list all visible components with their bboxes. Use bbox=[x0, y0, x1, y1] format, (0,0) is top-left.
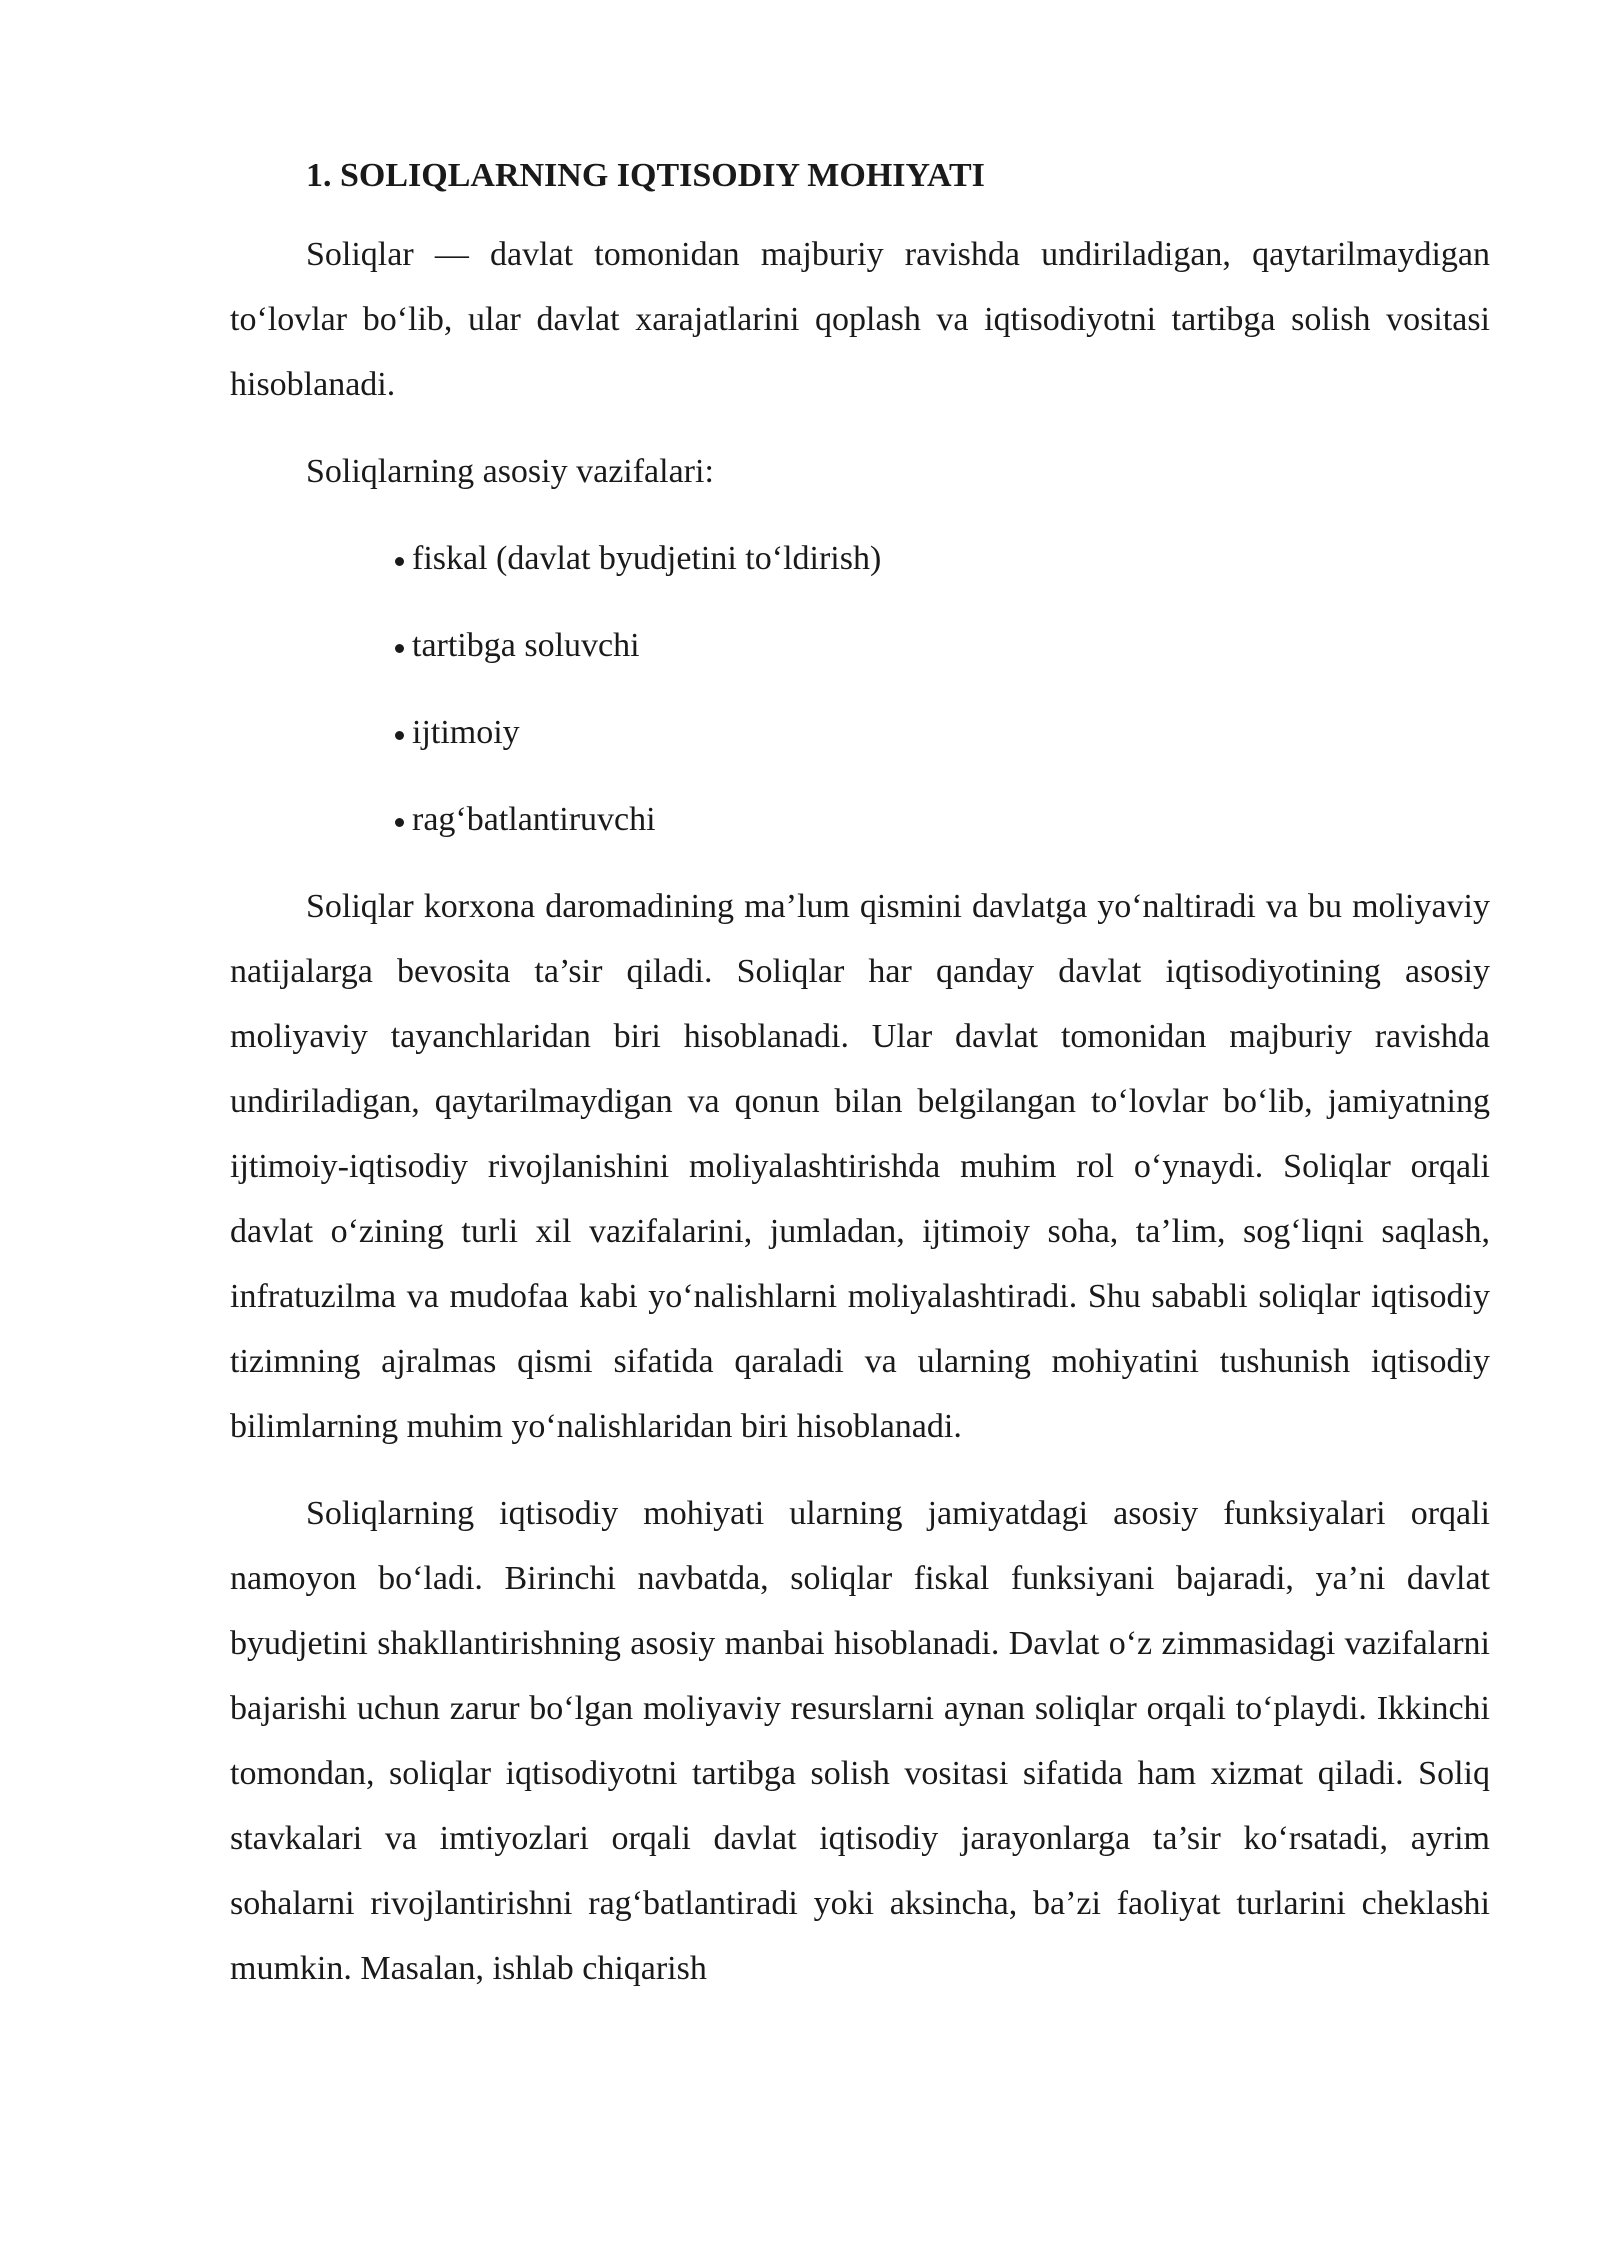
body-paragraph-1: Soliqlar korxona daromadining ma’lum qismini davlatga yo‘naltiradi va bu moliyaviy natijalarga bevosita ta’sir qiladi. Soliqlar har qanday davlat iqtisodiyotining asosiy moliyaviy tayanchlaridan biri hisoblanadi. Ular davlat tomonidan majburiy ravishda undiriladigan, qaytarilmaydigan va qonun bilan belgilangan to‘lovlar bo‘lib, jamiyatning ijtimoiy-iqtisodiy rivojlanishini moliyalashtirishda muhim rol o‘ynaydi. Soliqlar orqali davlat o‘zining turli xil vazifalarini, jumladan, ijtimoiy soha, ta’lim, sog‘liqni saqlash, infratuzilma va mudofaa kabi yo‘nalishlarni moliyalashtiradi. Shu sababli soliqlar iqtisodiy tizimning ajralmas qismi sifatida qaraladi va ularning mohiyatini tushunish iqtisodiy bilimlarning muhim yo‘nalishlaridan biri hisoblanadi. bbox=[230, 888, 1490, 1445]
list-item-text: tartibga soluvchi bbox=[412, 627, 640, 664]
list-item-text: rag‘batlantiruvchi bbox=[412, 801, 656, 838]
list-item bbox=[395, 700, 1490, 765]
body-paragraph-2: Soliqlarning iqtisodiy mohiyati ularning jamiyatdagi asosiy funksiyalari orqali namoyon bo‘ladi. Birinchi navbatda, soliqlar fiskal funksiyani bajaradi, ya’ni davlat byudjetini shakllantirishning asosiy manbai hisoblanadi. Davlat o‘z zimmasidagi vazifalarni bajarishi uchun zarur bo‘lgan moliyaviy resurslarni aynan soliqlar orqali to‘playdi. Ikkinchi tomondan, soliqlar iqtisodiyotni tartibga solish vositasi sifatida ham xizmat qiladi. Soliq stavkalari va imtiyozlari orqali davlat iqtisodiy jarayonlarga ta’sir ko‘rsatadi, ayrim sohalarni rivojlantirishni rag‘batlantiradi yoki aksincha, ba’zi faoliyat turlarini cheklashi mumkin. Masalan, ishlab chiqarish bbox=[230, 1495, 1490, 1987]
section-heading: 1. SOLIQLARNING IQTISODIY MOHIYATI bbox=[306, 157, 985, 194]
functions-list bbox=[230, 526, 1490, 852]
bullet-icon bbox=[395, 644, 404, 653]
functions-label: Soliqlarning asosiy vazifalari: bbox=[306, 453, 714, 490]
list-item bbox=[395, 613, 1490, 678]
list-item-text: fiskal (davlat byudjetini to‘ldirish) bbox=[412, 540, 882, 577]
list-item bbox=[395, 787, 1490, 852]
bullet-icon bbox=[395, 731, 404, 740]
bullet-icon bbox=[395, 557, 404, 566]
document-page bbox=[230, 150, 1490, 2023]
bullet-icon bbox=[395, 818, 404, 827]
list-item-text: ijtimoiy bbox=[412, 714, 520, 751]
intro-paragraph: Soliqlar — davlat tomonidan majburiy ravishda undiriladigan, qaytarilmaydigan to‘lovlar bo‘lib, ular davlat xarajatlarini qoplash va iqtisodiyotni tartibga solish vositasi hisoblanadi. bbox=[230, 236, 1490, 403]
list-item bbox=[395, 526, 1490, 591]
